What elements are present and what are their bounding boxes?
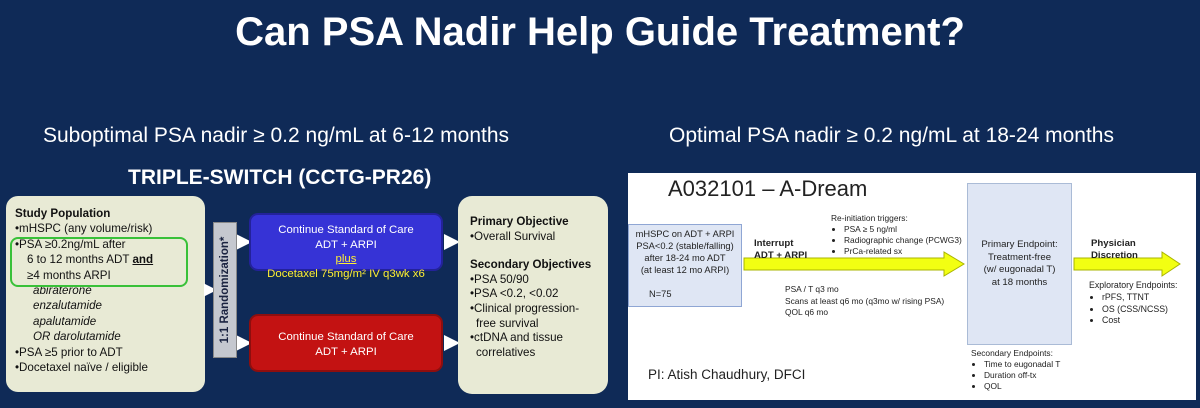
- secondary-objectives-heading: Secondary Objectives: [470, 258, 592, 272]
- arm-line: Continue Standard of Care: [278, 224, 414, 236]
- exploratory-endpoints: [1089, 280, 1178, 327]
- arm-line: Continue Standard of Care: [278, 331, 414, 343]
- reinitiation-item: • PrCa-related sx: [844, 246, 962, 257]
- left-subheading: Suboptimal PSA nadir ≥ 0.2 ng/mL at 6-12 months: [43, 124, 510, 147]
- study-population-heading: Study Population: [15, 207, 111, 220]
- primary-endpoint-box: [967, 183, 1072, 345]
- secondary-endpoint-item: • QOL: [984, 381, 1060, 392]
- arm-standard-box: [249, 314, 443, 372]
- monitoring-schedule: [785, 284, 944, 319]
- physician-line: Discretion: [1091, 250, 1138, 261]
- secondary-endpoint-item: • Time to eugonadal T: [984, 359, 1060, 370]
- population-text: 6 to 12 months ADT: [27, 253, 133, 267]
- physician-discretion: [1091, 238, 1138, 262]
- arm-line: ADT + ARPI: [315, 345, 377, 358]
- sample-size: N=75: [649, 289, 672, 299]
- population-item: •PSA ≥0.2ng/mL after: [15, 237, 126, 251]
- population-item: •PSA ≥5 prior to ADT: [15, 345, 123, 359]
- arm-docetaxel-dose: Docetaxel 75mg/m² IV q3wk x6: [267, 267, 425, 280]
- triple-switch-title: TRIPLE-SWITCH (CCTG-PR26): [128, 166, 432, 189]
- population-line: PSA<0.2 (stable/falling): [636, 241, 734, 251]
- drug-item: abiraterone: [33, 284, 92, 298]
- endpoint-line: Treatment-free: [987, 251, 1052, 263]
- physician-line: Physician: [1091, 238, 1136, 249]
- monitoring-item: QOL q6 mo: [785, 307, 828, 317]
- reinitiation-item: • Radiographic change (PCWG3): [844, 235, 962, 246]
- reinitiation-triggers: [831, 213, 962, 257]
- interrupt-line: ADT + ARPI: [754, 250, 808, 261]
- endpoint-line: at 18 months: [991, 276, 1048, 288]
- randomization-label: 1:1 Randomization*: [219, 236, 231, 344]
- a-dream-panel: [628, 173, 1196, 400]
- population-item: •mHSPC (any volume/risk): [15, 222, 153, 236]
- right-subheading: Optimal PSA nadir ≥ 0.2 ng/mL at 18-24 months: [669, 124, 1114, 147]
- secondary-objective-item: correlatives: [476, 345, 536, 359]
- population-emphasis: and: [132, 253, 154, 267]
- a-dream-population-box: [628, 224, 742, 307]
- primary-objective-heading: Primary Objective: [470, 215, 569, 228]
- monitoring-item: Scans at least q6 mo (q3mo w/ rising PSA): [785, 295, 945, 306]
- secondary-objective-item: •ctDNA and tissue: [470, 331, 563, 345]
- monitoring-item: PSA / T q3 mo: [785, 284, 839, 294]
- psa-highlight-outline: [10, 237, 188, 287]
- exploratory-heading: Exploratory Endpoints:: [1089, 280, 1178, 290]
- exploratory-item: • rPFS, TTNT: [1102, 292, 1178, 304]
- drug-item: enzalutamide: [33, 299, 102, 313]
- arm-docetaxel-box: [249, 213, 443, 280]
- population-line: mHSPC on ADT + ARPI: [635, 229, 735, 239]
- interrupt-line: Interrupt: [754, 238, 794, 249]
- slide-title: Can PSA Nadir Help Guide Treatment?: [235, 10, 965, 54]
- arm-plus: plus: [335, 253, 357, 266]
- endpoint-line: Primary Endpoint:: [981, 239, 1058, 250]
- endpoint-line: (w/ eugonadal T): [983, 264, 1056, 275]
- objectives-box: [458, 196, 608, 394]
- population-line: (at least 12 mo ARPI): [640, 265, 730, 275]
- primary-objective-item: •Overall Survival: [470, 229, 556, 243]
- drug-item: OR darolutamide: [33, 330, 121, 344]
- secondary-endpoint-item: • Duration off-tx: [984, 370, 1060, 381]
- a-dream-title: A032101 – A-Dream: [668, 176, 868, 201]
- secondary-endpoints-heading: Secondary Endpoints:: [971, 348, 1053, 358]
- exploratory-item: • Cost: [1102, 315, 1178, 327]
- secondary-endpoints: [971, 348, 1060, 392]
- exploratory-item: • OS (CSS/NCSS): [1102, 304, 1178, 316]
- secondary-objective-item: •PSA 50/90: [470, 272, 529, 286]
- secondary-objective-item: •PSA <0.2, <0.02: [470, 287, 559, 301]
- population-line: after 18-24 mo ADT: [644, 253, 726, 263]
- study-population-box: [6, 196, 205, 392]
- secondary-objective-item: free survival: [476, 316, 539, 330]
- drug-item: apalutamide: [33, 314, 97, 328]
- population-item: •Docetaxel naïve / eligible: [15, 361, 148, 375]
- reinitiation-item: • PSA ≥ 5 ng/ml: [844, 224, 962, 235]
- reinitiation-heading: Re-initiation triggers:: [831, 213, 908, 223]
- interrupt-label: [754, 238, 807, 262]
- randomization-bar: [213, 222, 237, 358]
- arm-line: ADT + ARPI: [315, 238, 377, 251]
- principal-investigator: PI: Atish Chaudhury, DFCI: [648, 367, 806, 382]
- secondary-objective-item: •Clinical progression-: [470, 301, 580, 315]
- population-item: ≥4 months ARPI: [27, 268, 111, 282]
